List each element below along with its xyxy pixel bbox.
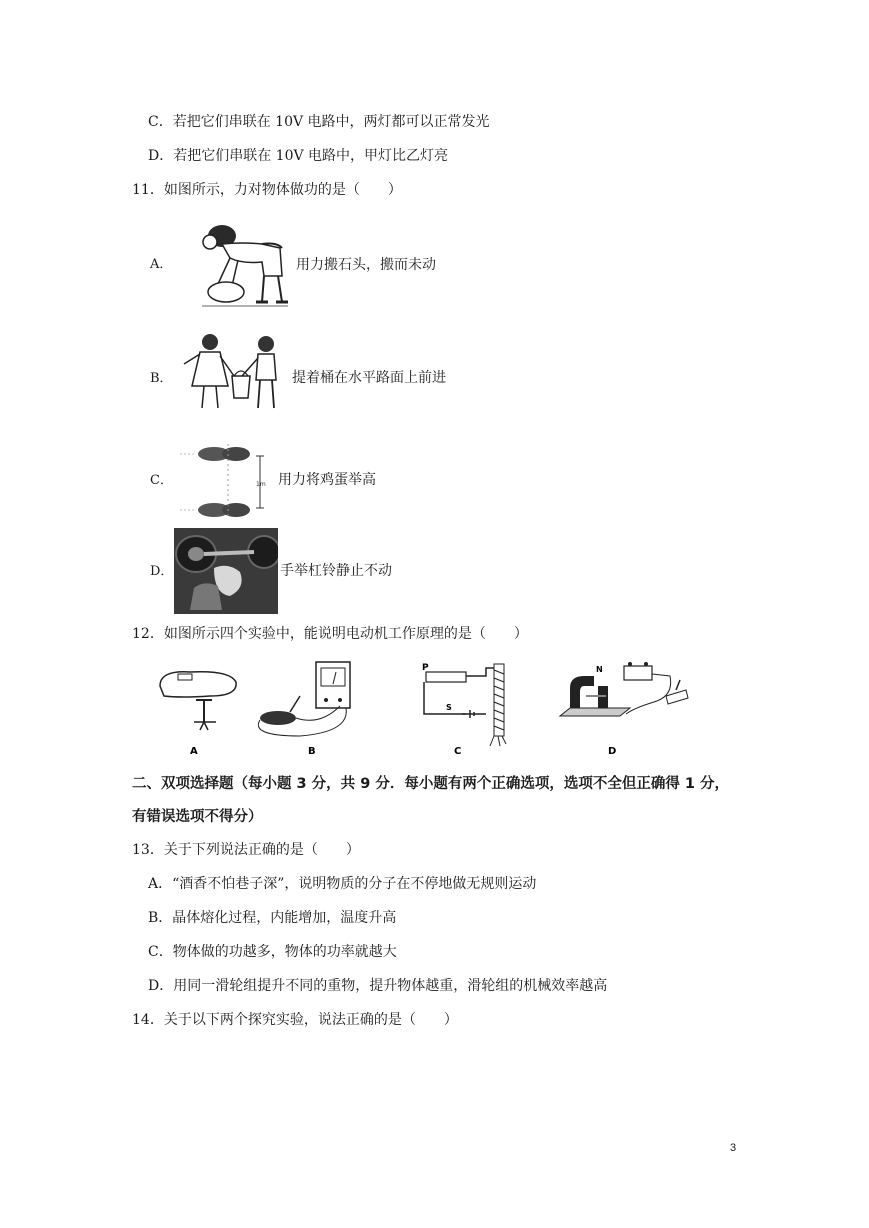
kids-carrying-bucket-icon [178,332,290,420]
barbell-held-icon [174,528,278,614]
q11-option-a-text: 用力搬石头，搬而未动 [296,257,436,273]
q13-stem: 13．关于下列说法正确的是（ ） [132,842,360,858]
q13-option-b: B．晶体熔化过程，内能增加，温度升高 [148,910,397,926]
figure-label-c: C [454,746,462,757]
experiment-b-icon [258,662,350,736]
experiment-c-icon [422,663,506,746]
q12-stem: 12．如图所示四个实验中，能说明电动机工作原理的是（ ） [132,626,528,642]
section-2-title-line2: 有错误选项不得分） [132,809,263,825]
figure-label-d: D [608,746,617,757]
q11-option-d-letter: D． [150,564,174,579]
q11-option-a-letter: A． [150,257,173,272]
figure-label-a: A [190,746,198,757]
q12-experiments-figure [150,656,710,760]
q11-option-c-letter: C． [150,473,173,488]
experiment-a-icon [160,672,236,730]
page-number: 3 [730,1142,737,1154]
eggs-lifted-icon [176,438,276,522]
q14-stem: 14．关于以下两个探究实验，说法正确的是（ ） [132,1012,458,1028]
q10-option-d: D．若把它们串联在 10V 电路中，甲灯比乙灯亮 [148,148,449,164]
q11-option-b-letter: B． [150,371,173,386]
q11-option-c-text: 用力将鸡蛋举高 [278,472,376,488]
q11-option-d-text: 手举杠铃静止不动 [280,563,392,579]
girl-pushing-stone-icon [182,214,292,314]
svg-text:S: S [446,703,452,712]
svg-text:P: P [422,663,429,673]
section-2-title-line1: 二、双项选择题（每小题 3 分，共 9 分．每小题有两个正确选项，选项不全但正确得 1 分， [132,776,730,792]
experiment-d-icon [560,662,688,716]
q11-stem: 11．如图所示，力对物体做功的是（ ） [132,182,402,198]
q11-option-b-text: 提着桶在水平路面上前进 [292,370,446,386]
svg-text:N: N [596,665,603,674]
q13-option-a: A．“酒香不怕巷子深”，说明物质的分子在不停地做无规则运动 [148,876,537,892]
figure-label-b: B [308,746,316,757]
q13-option-d: D．用同一滑轮组提升不同的重物，提升物体越重，滑轮组的机械效率越高 [148,978,608,994]
svg-text:1m: 1m [256,481,266,488]
q10-option-c: C．若把它们串联在 10V 电路中，两灯都可以正常发光 [148,114,490,130]
q13-option-c: C．物体做的功越多，物体的功率就越大 [148,944,397,960]
